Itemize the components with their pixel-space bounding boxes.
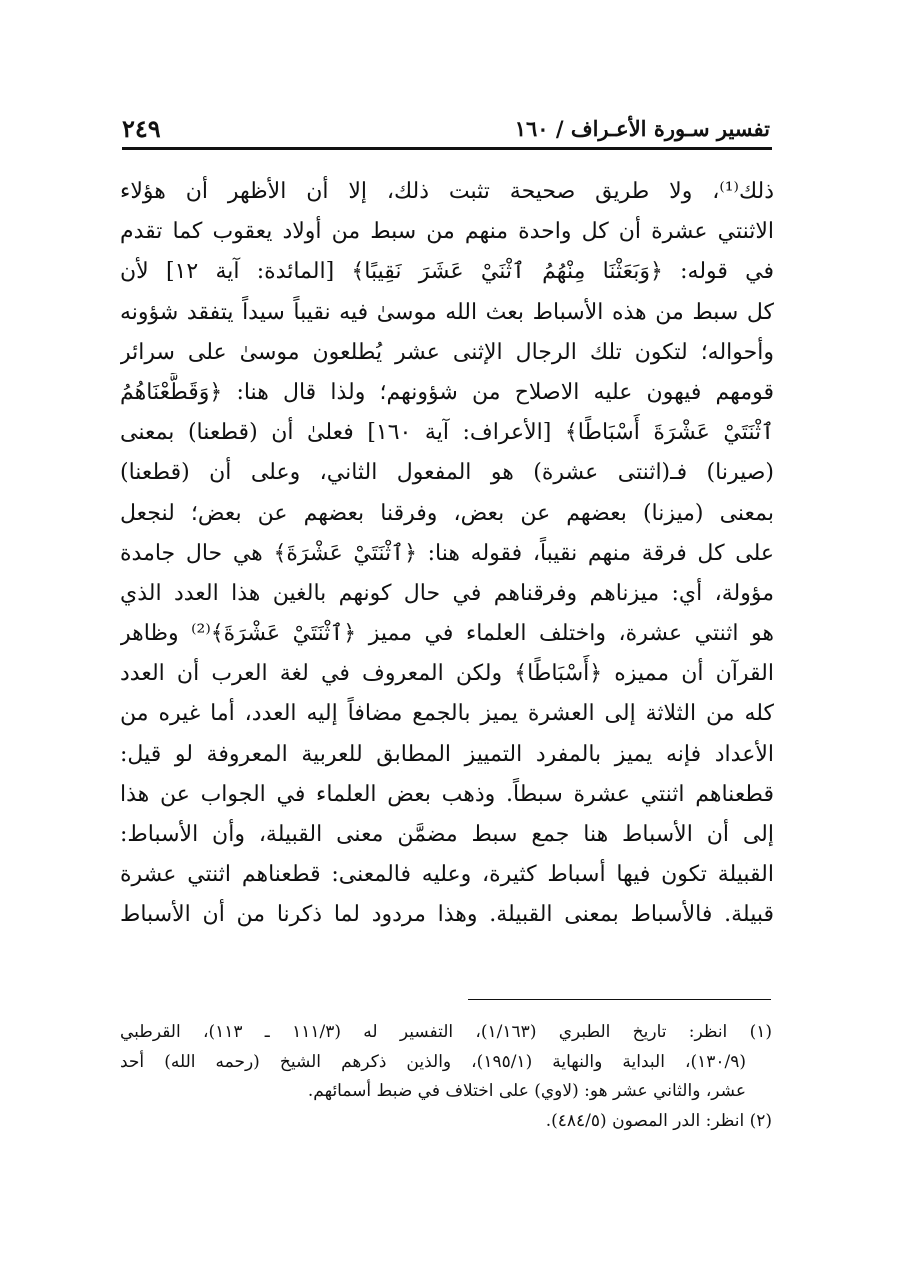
body-line: ذلك⁽¹⁾، ولا طريق صحيحة تثبت ذلك، إلا أن الأظهر أن هؤلاء — [120, 179, 774, 204]
body-line: (صيرنا) فـ(اثنتى عشرة) هو المفعول الثاني، وعلى أن (قطعنا) — [120, 460, 774, 486]
body-line: هو اثنتي عشرة، واختلف العلماء في مميز ﴿ٱثْنَتَيْ عَشْرَةَ﴾⁽²⁾ وظاهر — [120, 621, 774, 647]
body-line: قبيلة. فالأسباط بمعنى القبيلة. وهذا مردود لما ذكرنا من أن الأسباط — [120, 902, 774, 928]
footnote-line: عشر، والثاني عشر هو: (لاوي) على اختلاف في ضبط أسمائهم. — [307, 1081, 746, 1101]
body-line: القرآن أن مميزه ﴿أَسْبَاطًا﴾ ولكن المعروف في لغة العرب أن العدد — [120, 661, 774, 687]
body-line: قومهم فيهون عليه الاصلاح من شؤونهم؛ ولذا قال هنا: ﴿وَقَطَّعْنَاهُمُ — [120, 379, 774, 405]
body-line: ٱثْنَتَيْ عَشْرَةَ أَسْبَاطًا﴾ [الأعراف: آية ١٦٠] فعلىٰ أن (قطعنا) بمعنى — [120, 420, 774, 446]
body-line: الأعداد فإنه يميز بالمفرد التمييز المطابق للعربية المعروفة لو قيل: — [120, 741, 774, 767]
body-line: وأحواله؛ لتكون تلك الرجال الإثنى عشر يُطلعون موسىٰ على سرائر — [120, 339, 774, 365]
footnote-separator — [468, 999, 771, 1000]
body-line: بمعنى (ميزنا) بعضهم عن بعض، وفرقنا بعضهم عن بعض؛ لنجعل — [120, 500, 774, 526]
body-line: كله من الثلاثة إلى العشرة يميز بالجمع مضافاً إليه العدد، أما غيره من — [120, 701, 774, 727]
page-header — [122, 110, 770, 146]
body-line: إلى أن الأسباط هنا جمع سبط مضمَّن معنى القبيلة، وأن الأسباط: — [120, 822, 774, 847]
body-line: كل سبط من هذه الأسباط بعث الله موسىٰ فيه نقيباً سيداً يتفقد شؤونه — [120, 299, 774, 325]
body-line: الاثنتي عشرة أن كل واحدة منهم من سبط من أولاد يعقوب كما تقدم — [120, 219, 774, 245]
body-line: مؤولة، أي: ميزناهم وفرقناهم في حال كونهم بالغين هذا العدد الذي — [120, 580, 774, 606]
footnote-line: (١٣٠/٩)، البداية والنهاية (١٩٥/١)، والذين ذكرهم الشيخ (رحمه الله) أحد — [120, 1051, 746, 1072]
body-line: قطعناهم اثنتي عشرة سبطاً. وذهب بعض العلماء في الجواب عن هذا — [120, 781, 774, 807]
footnotes — [120, 1018, 772, 1136]
page-number: ٢٤٩ — [122, 114, 161, 143]
running-title: تفسير سـورة الأعـراف / ١٦٠ — [514, 116, 770, 141]
footnote-line: (١) انظر: تاريخ الطبري (١/١٦٣)، التفسير له (١١١/٣ ـ ١١٣)، القرطبي — [120, 1022, 772, 1042]
body-text — [120, 172, 774, 936]
body-line: في قوله: ﴿وَبَعَثْنَا مِنْهُمُ ٱثْنَيْ عَشَرَ نَقِيبًا﴾ [المائدة: آية ١٢] لأن — [120, 259, 774, 285]
footnote-line: (٢) انظر: الدر المصون (٤٨٤/٥). — [545, 1110, 772, 1131]
body-line: القبيلة تكون فيها أسباط كثيرة، وعليه فالمعنى: قطعناهم اثنتي عشرة — [120, 862, 774, 888]
body-line: على كل فرقة منهم نقيباً، فقوله هنا: ﴿ٱثْنَتَيْ عَشْرَةَ﴾ هي حال جامدة — [120, 540, 774, 566]
header-rule — [122, 147, 772, 150]
